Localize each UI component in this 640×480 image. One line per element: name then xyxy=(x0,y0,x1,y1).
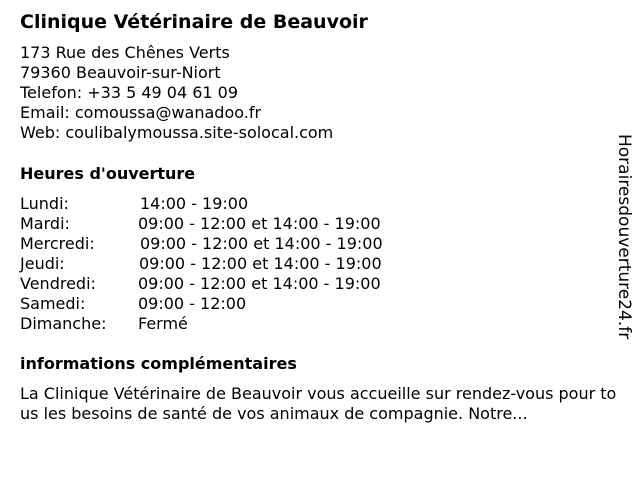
description-text: La Clinique Vétérinaire de Beauvoir vous accueille sur rendez-vous pour tous les besoins de santé de vos animaux de compagnie. Notre... xyxy=(20,384,617,423)
time-value: 09:00 - 12:00 et 14:00 - 19:00 xyxy=(138,274,381,293)
day-label: Lundi: xyxy=(20,194,69,213)
phone-number: Telefon: +33 5 49 04 61 09 xyxy=(20,83,239,102)
day-label: Mardi: xyxy=(20,214,70,233)
website: Web: coulibalymoussa.site-solocal.com xyxy=(20,123,334,142)
day-label: Mercredi: xyxy=(20,234,95,253)
time-value: 14:00 - 19:00 xyxy=(140,194,249,213)
day-label: Jeudi: xyxy=(20,254,65,273)
contact-block xyxy=(20,43,333,143)
city-address: 79360 Beauvoir-sur-Niort xyxy=(20,63,221,82)
watermark xyxy=(612,134,636,344)
time-value: 09:00 - 12:00 et 14:00 - 19:00 xyxy=(140,234,383,253)
day-label: Samedi: xyxy=(20,294,86,313)
business-name: Clinique Vétérinaire de Beauvoir xyxy=(20,11,368,33)
info-heading: informations complémentaires xyxy=(20,354,297,373)
day-label: Vendredi: xyxy=(20,274,96,293)
time-value: Fermé xyxy=(138,314,188,333)
time-value: 09:00 - 12:00 xyxy=(138,294,247,313)
street-address: 173 Rue des Chênes Verts xyxy=(20,43,230,62)
watermark-text: Horairesdouverture24.fr xyxy=(614,134,634,340)
day-label: Dimanche: xyxy=(20,314,107,333)
email-address: Email: comoussa@wanadoo.fr xyxy=(20,103,262,122)
hours-heading: Heures d'ouverture xyxy=(20,164,196,183)
time-value: 09:00 - 12:00 et 14:00 - 19:00 xyxy=(139,254,382,273)
time-value: 09:00 - 12:00 et 14:00 - 19:00 xyxy=(138,214,381,233)
